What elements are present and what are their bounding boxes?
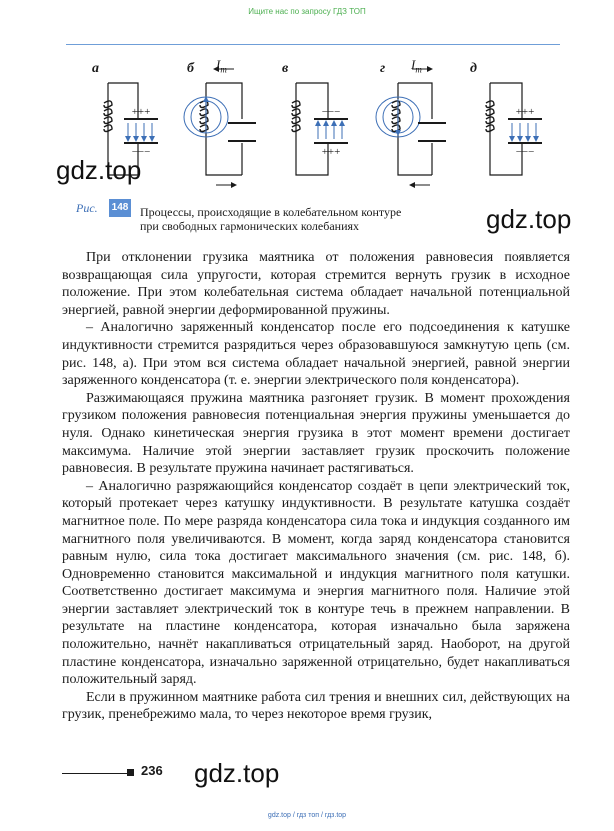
figure-ris-label: Рис. bbox=[76, 201, 98, 215]
header-banner: Ищите нас по запросу ГДЗ ТОП bbox=[248, 7, 366, 16]
coil-icon bbox=[392, 101, 400, 132]
minus-signs: −−− bbox=[321, 106, 341, 118]
paragraph: – Аналогично разряжающийся конденсатор создаёт в цепи электрический ток, который протекает через катушку индуктивности. В результате катушка создаёт магнитное поле. По мере разряда конденсатора сила тока и индукция созданного им магнитного поля увеличиваются. В момент, когда заряд конденсатора становится равным нулю, сила тока достигает максимального значения (см. рис. 148, б). Одновременно становится максимальной и индукция магнитного поля катушки. Соответственно достигает максимума и энергия магнитного поля. Наличие этой энергии заставляет электрический ток в контуре течь в прежнем направлении. В результате на пластине конденсатора, которая изначально была заряжена положительно, начнёт накапливаться отрицательный заряд. Наоборот, на другой пластине конденсатора, изначально заряженной отрицательно, будет накапливаться положительный заряд. bbox=[62, 478, 570, 688]
plus-signs: +++ bbox=[515, 106, 535, 118]
label-d: г bbox=[380, 61, 386, 76]
minus-signs: −−− bbox=[515, 146, 535, 158]
watermark: gdz.top bbox=[56, 155, 142, 185]
circuit-e bbox=[486, 83, 542, 175]
plus-signs: +++ bbox=[131, 106, 151, 118]
label-e: д bbox=[470, 61, 477, 76]
current-label-b: $I_m$ bbox=[216, 57, 227, 75]
watermark: gdz.top bbox=[486, 204, 572, 234]
figure-caption: Процессы, происходящие в колебательном контуре при свободных гармонических колебаниях bbox=[140, 205, 402, 233]
current-label-d: $I_m$ bbox=[411, 57, 422, 75]
circuit-b bbox=[184, 69, 256, 185]
circuit-d bbox=[376, 69, 446, 185]
label-a: а bbox=[92, 61, 99, 76]
watermark: gdz.top bbox=[194, 758, 280, 788]
label-b: б bbox=[187, 61, 194, 76]
footer-rule bbox=[62, 773, 128, 774]
paragraph: При отклонении грузика маятника от положения равновесия появляется возвращающая сила упругости, которая стремится вернуть грузик в исходное положение. При этом колебательная система обладает начальной потенциальной энергией, равной энергии деформированной пружины. bbox=[62, 250, 570, 318]
footer-banner: gdz.top / гдз топ / гдз.top bbox=[267, 812, 347, 819]
circuit-c bbox=[292, 83, 348, 175]
plus-signs: +++ bbox=[321, 146, 341, 158]
body-text bbox=[62, 249, 570, 724]
paragraph: Если в пружинном маятнике работа сил трения и внешних сил, действующих на грузик, пренебрежимо мала, то через некоторое время грузик, bbox=[62, 689, 570, 723]
paragraph: – Аналогично заряженный конденсатор после его подсоединения к катушке индуктивности стремится разрядиться через образовавшуюся замкнутую цепь (см. рис. 148, а). При этом вся система обладает начальной энергией, равной энергии заряженного конденсатора (т. е. энергии электрического поля конденсатора). bbox=[62, 320, 570, 389]
figure-number-badge: 148 bbox=[109, 199, 131, 217]
coil-icon bbox=[200, 101, 208, 132]
footer-square-marker bbox=[127, 769, 134, 776]
page-number: 236 bbox=[141, 763, 163, 778]
paragraph: Разжимающаяся пружина маятника разгоняет грузик. В момент прохождения грузиком положения равновесия потенциальная энергия пружины уменьшается до нуля. Однако кинетическая энергия грузика в этот момент времени достигает максимума. Наличие этой энергии заставляет грузик проскочить положение равновесия. В результате пружина начинает растягиваться. bbox=[62, 390, 570, 477]
label-c: в bbox=[282, 61, 289, 76]
minus-signs: −−− bbox=[131, 146, 151, 158]
